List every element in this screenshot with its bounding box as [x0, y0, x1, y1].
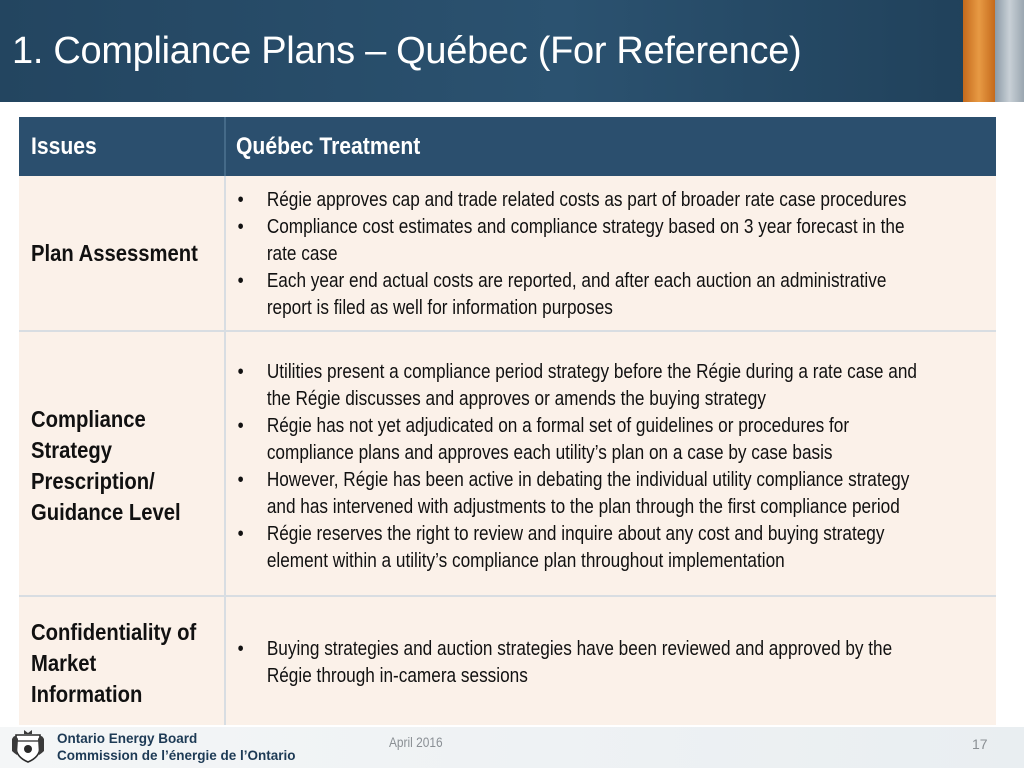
gray-accent-stripe — [995, 0, 1024, 102]
title-bar — [0, 0, 1024, 102]
list-item: • Buying strategies and auction strategies have been reviewed and approved by the Régie through in-camera sessions — [237, 638, 893, 687]
list-item: • Régie has not yet adjudicated on a formal set of guidelines or procedures for compliance plans and approves each utility’s plan on a case by case basis — [237, 415, 850, 464]
compliance-table — [19, 117, 996, 725]
orange-accent-stripe — [963, 0, 995, 102]
list-item: • However, Régie has been active in debating the individual utility compliance strategy and has intervened with adjustments to the plan through the first compliance period — [237, 469, 910, 518]
list-item: • Régie reserves the right to review and inquire about any cost and buying strategy element within a utility’s compliance plan throughout implementation — [237, 523, 885, 572]
table-row — [19, 332, 996, 595]
list-item: • Compliance cost estimates and compliance strategy based on 3 year forecast in the rate case — [237, 216, 905, 265]
issue-label: Compliance Strategy Prescription/ Guidance Level — [31, 406, 181, 525]
header-divider — [224, 117, 226, 176]
table-row — [19, 176, 996, 330]
list-item: • Utilities present a compliance period strategy before the Régie during a rate case and the Régie discusses and approves or amends the buying strategy — [237, 361, 917, 410]
table-header — [19, 117, 996, 176]
issue-label: Plan Assessment — [31, 240, 198, 266]
page-number: 17 — [972, 736, 988, 752]
list-item: • Régie approves cap and trade related costs as part of broader rate case procedures — [237, 189, 907, 211]
list-item: • Each year end actual costs are reported, and after each auction an administrative report is filed as well for information purposes — [237, 270, 887, 319]
table-row — [19, 597, 996, 725]
slide-title: 1. Compliance Plans – Québec (For Reference) — [12, 30, 802, 72]
footer-date: April 2016 — [389, 734, 443, 750]
header-quebec-treatment: Québec Treatment — [236, 133, 421, 160]
column-divider — [224, 176, 226, 725]
treatment-list — [235, 636, 897, 690]
org-name-french: Commission de l’énergie de l’Ontario — [57, 748, 296, 763]
org-name-english: Ontario Energy Board — [57, 731, 198, 746]
treatment-list — [235, 187, 907, 322]
issue-label: Confidentiality of Market Information — [31, 619, 197, 707]
ontario-crest-icon — [12, 729, 44, 763]
header-issues: Issues — [31, 133, 97, 160]
treatment-list — [235, 359, 917, 575]
